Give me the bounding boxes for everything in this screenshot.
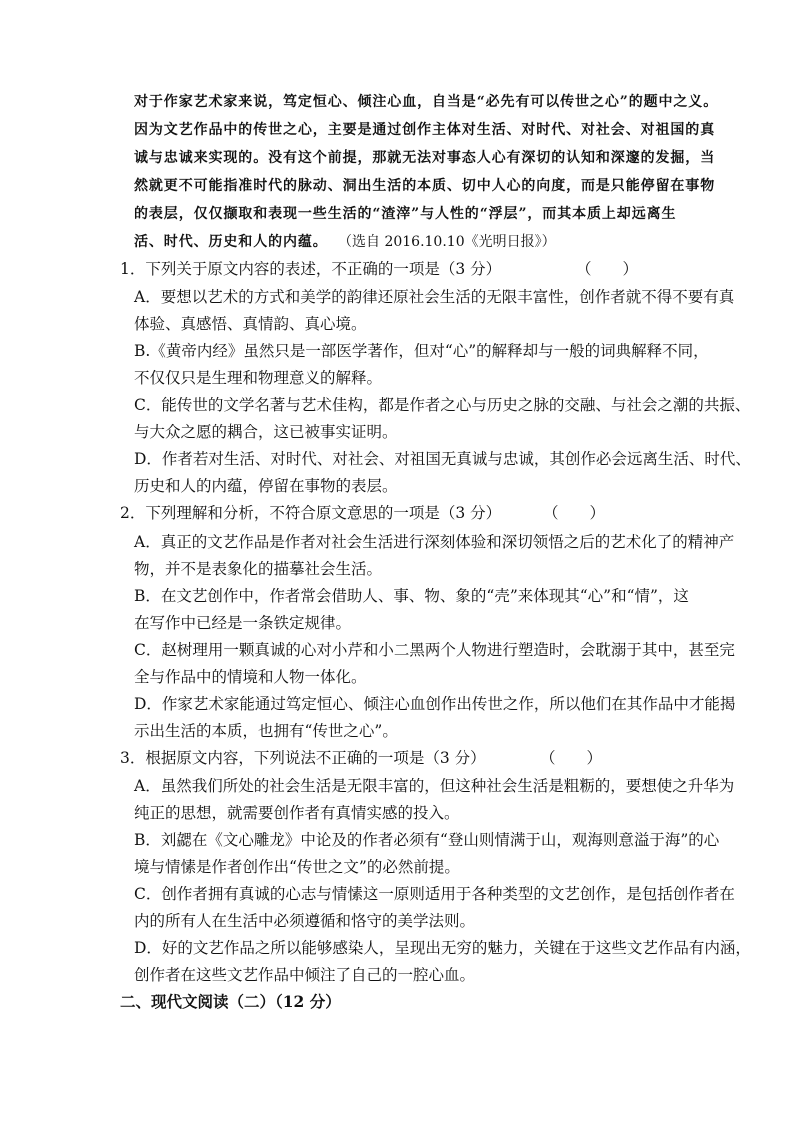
answer-blank: （ ） [543, 504, 606, 522]
option-a: A．真正的文艺作品是作者对社会生活进行深刻体验和深切领悟之后的艺术化了的精神产 [134, 533, 735, 551]
question-stem: 3．根据原文内容，下列说法不正确的一项是（3 分） [120, 749, 486, 767]
passage-line: 诚与忠诚来实现的。没有这个前提，那就无法对事态人心有深切的认知和深邃的发掘，当 [134, 150, 716, 166]
passage-line: 的表层，仅仅撷取和表现一些生活的“渣滓”与人性的“浮层”，而其本质上却远离生 [134, 206, 677, 222]
option-d-cont: 示出生活的本质，也拥有“传世之心”。 [134, 722, 398, 740]
option-c-cont: 全与作品中的情境和人物一体化。 [134, 668, 367, 686]
option-d-cont: 历史和人的内蕴，停留在事物的表层。 [134, 477, 398, 495]
option-a-cont: 物，并不是表象化的描摹社会生活。 [134, 560, 383, 578]
option-b: B.《黄帝内经》虽然只是一部医学著作，但对“心”的解释却与一般的词典解释不同， [134, 342, 709, 360]
option-c: C．赵树理用一颗真诚的心对小芹和小二黑两个人物进行塑造时，会耽溺于其中，甚至完 [134, 641, 735, 659]
answer-blank: （ ） [576, 260, 639, 278]
passage-source: （选自 2016.10.10《光明日报》） [338, 234, 556, 250]
option-c-cont: 内的所有人在生活中必须遵循和恪守的美学法则。 [134, 912, 476, 930]
option-d: D．好的文艺作品之所以能够感染人，呈现出无穷的魅力，关键在于这些文艺作品有内涵， [134, 939, 751, 957]
passage-line: 因为文艺作品中的传世之心，主要是通过创作主体对生活、对时代、对社会、对祖国的真 [134, 122, 716, 138]
option-c-cont: 与大众之愿的耦合，这已被事实证明。 [134, 423, 398, 441]
passage-line: 然就更不可能指准时代的脉动、洞出生活的本质、切中人心的向度，而是只能停留在事物 [134, 178, 716, 194]
option-a-cont: 纯正的思想，就需要创作者有真情实感的投入。 [134, 804, 460, 822]
option-a: A．要想以艺术的方式和美学的韵律还原社会生活的无限丰富性，创作者就不得不要有真 [134, 288, 735, 306]
option-b: B．在文艺创作中，作者常会借助人、事、物、象的“壳”来体现其“心”和“情”，这 [134, 587, 689, 605]
option-b-cont: 在写作中已经是一条铁定规律。 [134, 614, 352, 632]
section-heading: 二、现代文阅读（二）（12 分） [120, 992, 341, 1011]
option-a-cont: 体验、真感悟、真情韵、真心境。 [134, 315, 367, 333]
option-c: C．能传世的文学名著与艺术佳构，都是作者之心与历史之脉的交融、与社会之潮的共振、 [134, 396, 751, 414]
passage-line: 活、时代、历史和人的内蕴。 [134, 234, 328, 250]
answer-blank: （ ） [540, 749, 603, 767]
option-b: B．刘勰在《文心雕龙》中论及的作者必须有“登山则情满于山，观海则意溢于海”的心 [134, 831, 720, 849]
option-b-cont: 不仅仅只是生理和物理意义的解释。 [134, 369, 383, 387]
option-d: D．作者若对生活、对时代、对社会、对祖国无真诚与忠诚，其创作必会远离生活、时代、 [134, 450, 751, 468]
question-stem: 2．下列理解和分析，不符合原文意思的一项是（3 分） [120, 504, 502, 522]
option-a: A．虽然我们所处的社会生活是无限丰富的，但这种社会生活是粗粝的，要想使之升华为 [134, 777, 735, 795]
option-d: D．作家艺术家能通过笃定恒心、倾注心血创作出传世之作，所以他们在其作品中才能揭 [134, 695, 736, 713]
question-stem: 1．下列关于原文内容的表述，不正确的一项是（3 分） [120, 260, 502, 278]
option-c: C．创作者拥有真诚的心志与情愫这一原则适用于各种类型的文艺创作，是包括创作者在 [134, 885, 735, 903]
option-b-cont: 境与情愫是作者创作出“传世之文”的必然前提。 [134, 858, 460, 876]
option-d-cont: 创作者在这些文艺作品中倾注了自己的一腔心血。 [134, 966, 476, 984]
passage-line: 对于作家艺术家来说，笃定恒心、倾注心血，自当是“必先有可以传世之心”的题中之义。 [134, 94, 719, 110]
